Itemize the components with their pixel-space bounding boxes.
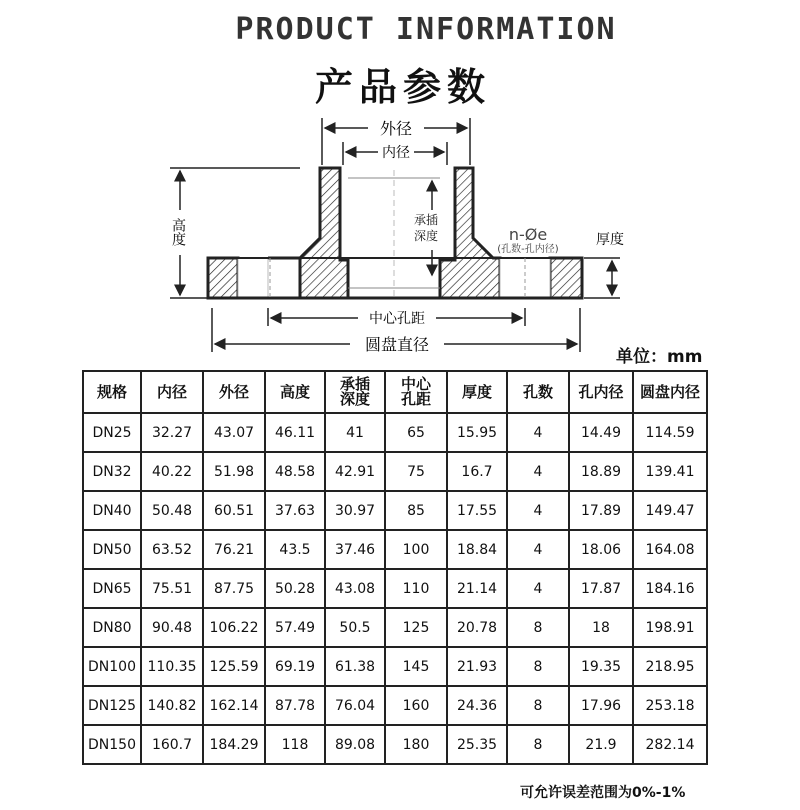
table-cell: 43.08 bbox=[325, 569, 385, 608]
table-cell: 76.21 bbox=[203, 530, 265, 569]
table-cell: 4 bbox=[507, 452, 569, 491]
table-cell: 4 bbox=[507, 530, 569, 569]
table-row bbox=[83, 686, 707, 725]
flange-section-left bbox=[208, 168, 348, 298]
table-row bbox=[83, 413, 707, 452]
table-cell: 65 bbox=[385, 413, 447, 452]
column-header: 厚度 bbox=[447, 371, 507, 413]
table-cell: DN50 bbox=[83, 530, 141, 569]
table-cell: 87.75 bbox=[203, 569, 265, 608]
table-cell: 20.78 bbox=[447, 608, 507, 647]
table-cell: 30.97 bbox=[325, 491, 385, 530]
table-cell: 114.59 bbox=[633, 413, 707, 452]
table-cell: 18.06 bbox=[569, 530, 633, 569]
thickness-label: 厚度 bbox=[596, 232, 624, 248]
table-cell: 18 bbox=[569, 608, 633, 647]
socket-depth-label: 承插深度 bbox=[413, 213, 438, 243]
table-row bbox=[83, 452, 707, 491]
table-row bbox=[83, 647, 707, 686]
pitch-circle-label: 中心孔距 bbox=[369, 311, 425, 327]
table-cell: 69.19 bbox=[265, 647, 325, 686]
column-header: 承插深度 bbox=[325, 371, 385, 413]
table-cell: DN125 bbox=[83, 686, 141, 725]
unit-label: 单位：mm bbox=[616, 347, 703, 367]
table-cell: 21.9 bbox=[569, 725, 633, 764]
table-cell: 17.55 bbox=[447, 491, 507, 530]
table-cell: 8 bbox=[507, 686, 569, 725]
table-cell: 50.28 bbox=[265, 569, 325, 608]
table-cell: DN32 bbox=[83, 452, 141, 491]
table-cell: 37.63 bbox=[265, 491, 325, 530]
table-cell: 21.93 bbox=[447, 647, 507, 686]
table-cell: 17.89 bbox=[569, 491, 633, 530]
table-cell: 76.04 bbox=[325, 686, 385, 725]
table-cell: 139.41 bbox=[633, 452, 707, 491]
table-cell: 37.46 bbox=[325, 530, 385, 569]
table-row bbox=[83, 725, 707, 764]
table-cell: 87.78 bbox=[265, 686, 325, 725]
table-cell: 4 bbox=[507, 569, 569, 608]
hole-symbol-label: n-Øe bbox=[508, 225, 548, 244]
table-cell: 160 bbox=[385, 686, 447, 725]
table-cell: 46.11 bbox=[265, 413, 325, 452]
column-header: 孔内径 bbox=[569, 371, 633, 413]
column-header: 内径 bbox=[141, 371, 203, 413]
table-cell: 118 bbox=[265, 725, 325, 764]
table-row bbox=[83, 569, 707, 608]
column-header: 孔数 bbox=[507, 371, 569, 413]
table-row bbox=[83, 530, 707, 569]
table-cell: 19.35 bbox=[569, 647, 633, 686]
column-header: 规格 bbox=[83, 371, 141, 413]
table-cell: 110 bbox=[385, 569, 447, 608]
table-cell: 85 bbox=[385, 491, 447, 530]
outer-diameter-label: 外径 bbox=[379, 119, 413, 138]
table-cell: 14.49 bbox=[569, 413, 633, 452]
table-cell: 125.59 bbox=[203, 647, 265, 686]
table-cell: 110.35 bbox=[141, 647, 203, 686]
table-cell: 17.96 bbox=[569, 686, 633, 725]
table-cell: 18.84 bbox=[447, 530, 507, 569]
table-cell: 164.08 bbox=[633, 530, 707, 569]
table-cell: 17.87 bbox=[569, 569, 633, 608]
table-cell: 100 bbox=[385, 530, 447, 569]
table-cell: 8 bbox=[507, 725, 569, 764]
table-cell: 50.5 bbox=[325, 608, 385, 647]
table-cell: 63.52 bbox=[141, 530, 203, 569]
spec-table bbox=[82, 370, 708, 765]
table-cell: 253.18 bbox=[633, 686, 707, 725]
column-header: 圆盘内径 bbox=[633, 371, 707, 413]
table-cell: 75 bbox=[385, 452, 447, 491]
page-title-cn: 产品参数 bbox=[314, 65, 491, 109]
table-cell: 61.38 bbox=[325, 647, 385, 686]
table-cell: 160.7 bbox=[141, 725, 203, 764]
table-cell: 218.95 bbox=[633, 647, 707, 686]
table-cell: 198.91 bbox=[633, 608, 707, 647]
disc-diameter-label: 圆盘直径 bbox=[364, 335, 430, 354]
tolerance-note: 可允许误差范围为0%-1% bbox=[520, 785, 686, 801]
table-cell: 40.22 bbox=[141, 452, 203, 491]
table-cell: 162.14 bbox=[203, 686, 265, 725]
table-header-row bbox=[83, 371, 707, 413]
table-cell: 184.16 bbox=[633, 569, 707, 608]
table-cell: DN40 bbox=[83, 491, 141, 530]
table-cell: 149.47 bbox=[633, 491, 707, 530]
column-header: 外径 bbox=[203, 371, 265, 413]
table-body bbox=[83, 413, 707, 764]
table-cell: 15.95 bbox=[447, 413, 507, 452]
table-cell: 180 bbox=[385, 725, 447, 764]
table-cell: DN80 bbox=[83, 608, 141, 647]
table-cell: DN25 bbox=[83, 413, 141, 452]
table-cell: 50.48 bbox=[141, 491, 203, 530]
table-cell: 25.35 bbox=[447, 725, 507, 764]
height-label: 高度 bbox=[170, 218, 186, 246]
table-cell: 89.08 bbox=[325, 725, 385, 764]
table-cell: 282.14 bbox=[633, 725, 707, 764]
table-row bbox=[83, 608, 707, 647]
table-cell: DN65 bbox=[83, 569, 141, 608]
table-cell: 32.27 bbox=[141, 413, 203, 452]
table-cell: 18.89 bbox=[569, 452, 633, 491]
table-cell: DN150 bbox=[83, 725, 141, 764]
table-cell: 43.5 bbox=[265, 530, 325, 569]
table-cell: 140.82 bbox=[141, 686, 203, 725]
table-cell: 41 bbox=[325, 413, 385, 452]
table-cell: 4 bbox=[507, 491, 569, 530]
table-cell: 60.51 bbox=[203, 491, 265, 530]
hole-note-label: (孔数-孔内径) bbox=[497, 244, 559, 255]
table-cell: 90.48 bbox=[141, 608, 203, 647]
column-header: 中心孔距 bbox=[385, 371, 447, 413]
page-title-en: PRODUCT INFORMATION bbox=[235, 12, 617, 47]
table-cell: 145 bbox=[385, 647, 447, 686]
table-cell: 42.91 bbox=[325, 452, 385, 491]
table-row bbox=[83, 491, 707, 530]
table-cell: 57.49 bbox=[265, 608, 325, 647]
table-cell: 106.22 bbox=[203, 608, 265, 647]
table-cell: DN100 bbox=[83, 647, 141, 686]
table-cell: 125 bbox=[385, 608, 447, 647]
table-cell: 43.07 bbox=[203, 413, 265, 452]
table-cell: 16.7 bbox=[447, 452, 507, 491]
table-cell: 184.29 bbox=[203, 725, 265, 764]
inner-diameter-label: 内径 bbox=[382, 145, 410, 161]
table-cell: 8 bbox=[507, 647, 569, 686]
table-cell: 51.98 bbox=[203, 452, 265, 491]
table-cell: 24.36 bbox=[447, 686, 507, 725]
column-header: 高度 bbox=[265, 371, 325, 413]
table-cell: 48.58 bbox=[265, 452, 325, 491]
flange-diagram bbox=[0, 100, 800, 362]
table-cell: 75.51 bbox=[141, 569, 203, 608]
table-cell: 8 bbox=[507, 608, 569, 647]
table-cell: 21.14 bbox=[447, 569, 507, 608]
table-cell: 4 bbox=[507, 413, 569, 452]
